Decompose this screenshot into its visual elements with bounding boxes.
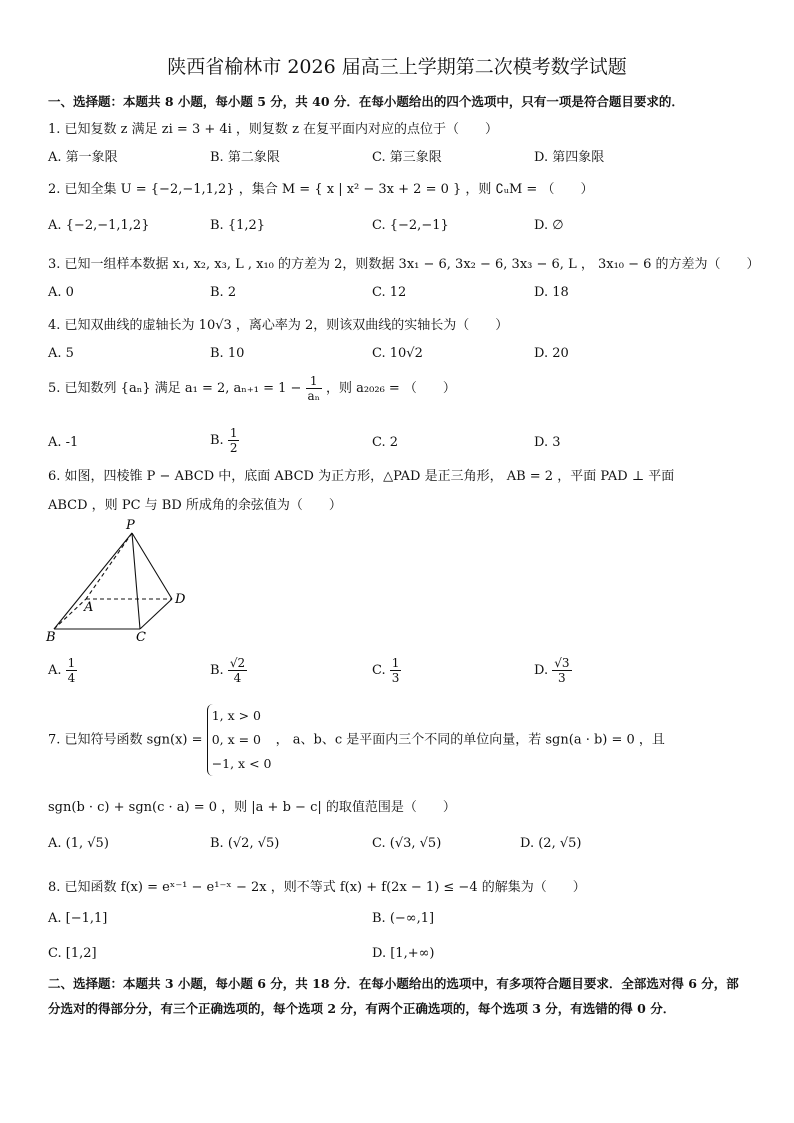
- q6-option-c: [372, 656, 401, 685]
- q6-option-d-denominator: 3: [558, 671, 566, 685]
- q6-option-d-label: D.: [534, 663, 549, 678]
- q5-stem-pre: 5. 已知数列 {aₙ} 满足 a₁ = 2, aₙ₊₁ = 1 −: [48, 381, 302, 396]
- q7-option-a: A. (1, √5): [48, 836, 109, 851]
- label-b: B: [46, 630, 56, 645]
- question-4-stem: 4. 已知双曲线的虚轴长为 10√3 ，离心率为 2，则该双曲线的实轴长为（ ）: [48, 318, 509, 333]
- q8-option-b: B. (−∞,1]: [372, 911, 435, 926]
- q7-piecewise-cases: [207, 704, 272, 776]
- q7-stem-pre: 7. 已知符号函数 sgn(x) =: [48, 732, 203, 748]
- q5-fraction: [306, 374, 322, 403]
- question-6-stem-line-1: 6. 如图，四棱锥 P − ABCD 中，底面 ABCD 为正方形，△PAD 是正三角形， AB = 2 ，平面 PAD ⊥ 平面: [48, 469, 675, 484]
- q2-option-a: A. {−2,−1,1,2}: [48, 218, 150, 233]
- q6-option-c-fraction: [390, 656, 402, 685]
- q4-option-a: A. 5: [48, 346, 74, 361]
- pyramid-figure: [40, 515, 200, 645]
- q6-option-a-label: A.: [48, 663, 62, 678]
- edge-pc: [132, 533, 140, 629]
- q6-option-c-label: C.: [372, 663, 386, 678]
- label-p: P: [126, 518, 135, 533]
- q6-option-c-denominator: 3: [391, 671, 400, 685]
- q5-option-b: [210, 426, 239, 455]
- q6-option-b-label: B.: [210, 663, 224, 678]
- page-title: 陕西省榆林市 2026 届高三上学期第二次模考数学试题: [167, 56, 627, 78]
- question-7-stem-line-1: [48, 704, 665, 776]
- section-2-heading: 二、选择题：本题共 3 小题，每小题 6 分，共 18 分．在每小题给出的选项中，有多项符合题目要求．全部选对得 6 分，部分选对的得部分分，有三个正确选项的，每个选项 2 分，有两个正确选项的，每个选项 3 分，有选错的得 0 分．: [48, 976, 739, 1016]
- q8-option-d: D. [1,+∞): [372, 946, 435, 961]
- q7-option-d: D. (2, √5): [520, 836, 582, 851]
- label-a: A: [84, 600, 94, 615]
- q4-option-d: D. 20: [534, 346, 569, 361]
- question-6-stem-line-2: ABCD ，则 PC 与 BD 所成角的余弦值为（ ）: [48, 498, 342, 513]
- q5-option-b-fraction: [228, 426, 240, 455]
- q1-option-a: A. 第一象限: [48, 150, 118, 165]
- q6-option-a-denominator: 4: [67, 671, 76, 685]
- q2-option-b: B. {1,2}: [210, 218, 266, 233]
- q7-option-b: B. (√2, √5): [210, 836, 280, 851]
- q8-option-a: A. [−1,1]: [48, 911, 108, 926]
- q2-option-d: D. ∅: [534, 218, 564, 233]
- q1-option-b: B. 第二象限: [210, 150, 280, 165]
- label-c: C: [136, 630, 146, 645]
- q6-option-d-numerator: √3: [554, 656, 570, 670]
- question-5-stem: [48, 374, 456, 403]
- edge-cd: [140, 599, 172, 629]
- edge-ba: [54, 599, 86, 629]
- question-7-stem-line-2: sgn(b · c) + sgn(c · a) = 0 ，则 |a + b − c| 的取值范围是（ ）: [48, 800, 456, 815]
- q4-option-b: B. 10: [210, 346, 245, 361]
- question-3-stem: 3. 已知一组样本数据 x₁, x₂, x₃, L , x₁₀ 的方差为 2，则数据 3x₁ − 6, 3x₂ − 6, 3x₃ − 6, L ， 3x₁₀ − 6 的方差为（ ）: [48, 257, 760, 272]
- q5-option-b-denominator: 2: [229, 441, 238, 455]
- q5-option-a: A. -1: [48, 435, 79, 450]
- edge-pa: [86, 533, 132, 599]
- q1-option-c: C. 第三象限: [372, 150, 442, 165]
- q6-option-a-fraction: [66, 656, 78, 685]
- q6-option-d-fraction: [552, 656, 571, 685]
- q6-option-b-numerator: √2: [229, 656, 246, 670]
- q5-stem-post: ，则 a₂₀₂₆ = （ ）: [326, 381, 456, 396]
- q8-option-c: C. [1,2]: [48, 946, 97, 961]
- q3-option-b: B. 2: [210, 285, 237, 300]
- q5-option-b-numerator: 1: [229, 426, 238, 440]
- q6-option-d: [534, 656, 572, 685]
- q3-option-a: A. 0: [48, 285, 74, 300]
- q1-option-d: D. 第四象限: [534, 150, 605, 165]
- question-2-stem: 2. 已知全集 U = {−2,−1,1,2} ，集合 M = { x | x² − 3x + 2 = 0 } ，则 ∁ᵤM = （ ）: [48, 182, 594, 197]
- q7-case-1: 1, x > 0: [211, 708, 262, 723]
- q4-option-c: C. 10√2: [372, 346, 423, 361]
- q7-stem-mid: ， a、b、c 是平面内三个不同的单位向量，若 sgn(a · b) = 0 ，且: [275, 732, 665, 748]
- q5-option-b-label: B.: [210, 433, 224, 448]
- q6-option-a: [48, 656, 77, 685]
- q7-case-3: −1, x < 0: [211, 756, 272, 771]
- q3-option-d: D. 18: [534, 285, 569, 300]
- q5-option-c: C. 2: [372, 435, 399, 450]
- q5-option-d: D. 3: [534, 435, 561, 450]
- edge-pd: [132, 533, 172, 599]
- label-d: D: [175, 592, 186, 607]
- q3-option-c: C. 12: [372, 285, 407, 300]
- question-8-stem: 8. 已知函数 f(x) = eˣ⁻¹ − e¹⁻ˣ − 2x ，则不等式 f(x) + f(2x − 1) ≤ −4 的解集为（ ）: [48, 880, 586, 895]
- q5-fraction-denominator: aₙ: [307, 389, 320, 403]
- q7-case-2: 0, x = 0: [211, 732, 262, 747]
- q2-option-c: C. {−2,−1}: [372, 218, 449, 233]
- q6-option-a-numerator: 1: [67, 656, 76, 670]
- q7-option-c: C. (√3, √5): [372, 836, 442, 851]
- q6-option-c-numerator: 1: [391, 656, 400, 670]
- q6-option-b-fraction: [228, 656, 247, 685]
- question-1-stem: 1. 已知复数 z 满足 zi = 3 + 4i ，则复数 z 在复平面内对应的点位于（ ）: [48, 122, 499, 137]
- q5-fraction-numerator: 1: [306, 374, 322, 389]
- q6-option-b-denominator: 4: [233, 671, 242, 685]
- section-1-heading: 一、选择题：本题共 8 小题，每小题 5 分，共 40 分．在每小题给出的四个选项中，只有一项是符合题目要求的．: [48, 94, 684, 109]
- q6-option-b: [210, 656, 247, 685]
